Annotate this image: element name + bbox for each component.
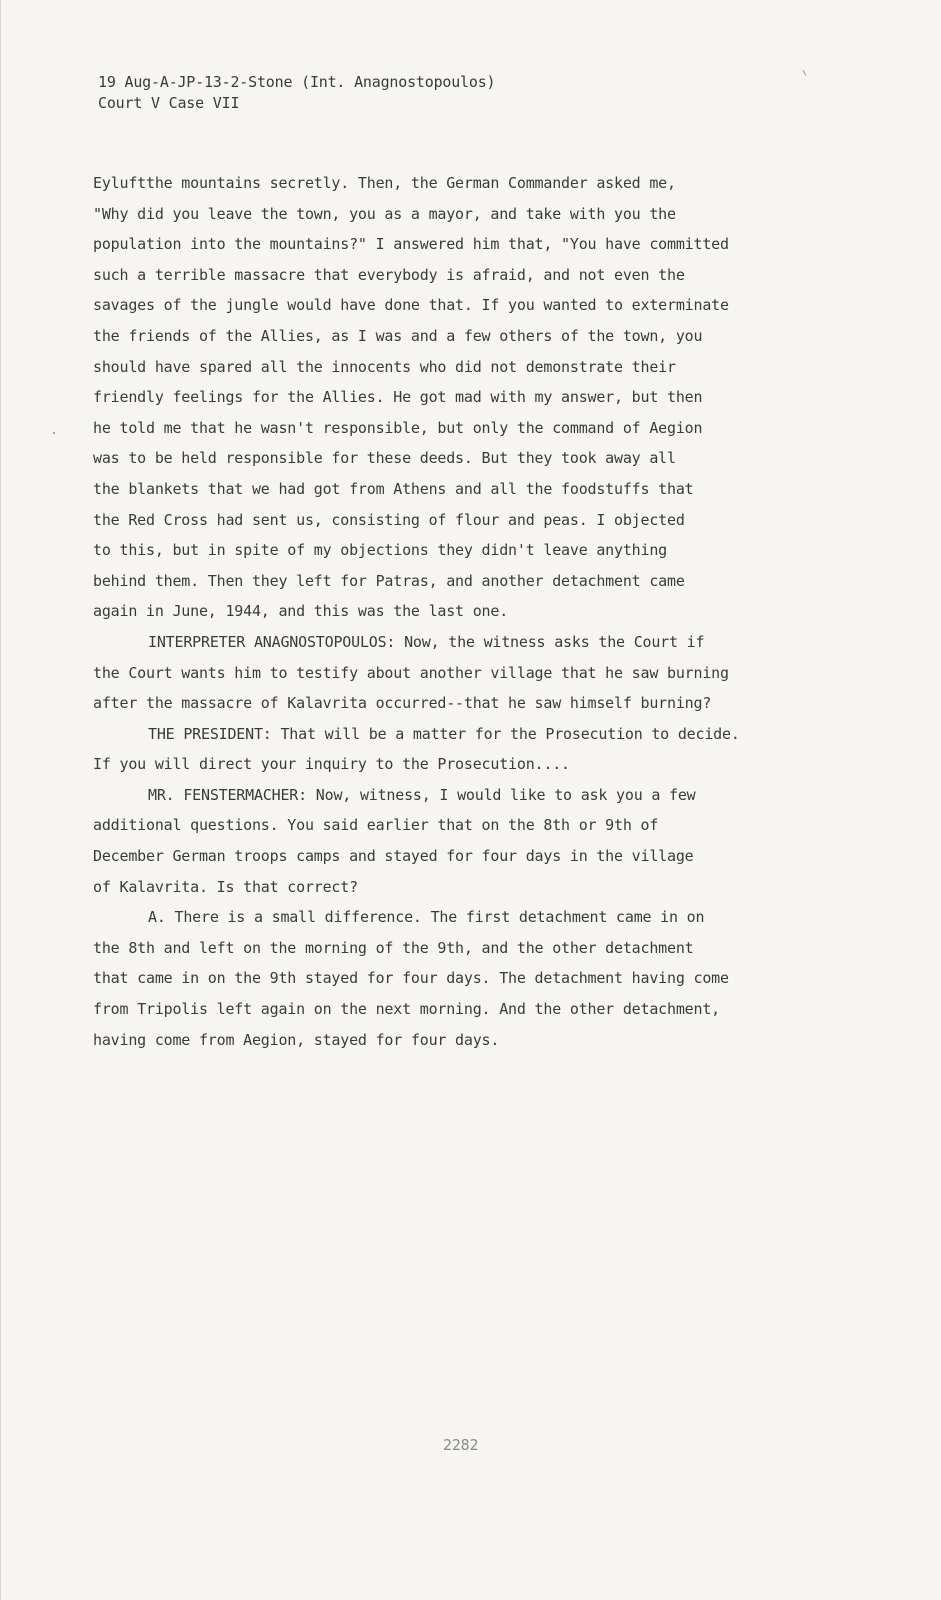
document-header — [98, 72, 495, 114]
transcript-line: friendly feelings for the Allies. He got mad with my answer, but then — [93, 388, 703, 407]
transcript-line: again in June, 1944, and this was the last one. — [93, 602, 509, 621]
page-number: 2282 — [443, 1436, 479, 1454]
transcript-line: was to be held responsible for these deeds. But they took away all — [93, 449, 676, 468]
transcript-line: from Tripolis left again on the next morning. And the other detachment, — [93, 1000, 720, 1019]
transcript-line: additional questions. You said earlier that on the 8th or 9th of — [93, 816, 659, 835]
stray-mark — [803, 70, 807, 76]
transcript-line: the Court wants him to testify about another village that he saw burning — [93, 663, 729, 682]
transcript-line-answer: A. There is a small difference. The first detachment came in on — [148, 908, 705, 927]
transcript-line: "Why did you leave the town, you as a mayor, and take with you the — [93, 204, 676, 223]
transcript-line-speaker: THE PRESIDENT: That will be a matter for the Prosecution to decide. — [148, 724, 740, 743]
transcript-line: savages of the jungle would have done that. If you wanted to exterminate — [93, 296, 729, 315]
transcript-body — [93, 168, 873, 1055]
transcript-line: to this, but in spite of my objections they didn't leave anything — [93, 541, 667, 560]
transcript-line: having come from Aegion, stayed for four days. — [93, 1030, 500, 1049]
paper-speck — [53, 432, 55, 434]
transcript-line: of Kalavrita. Is that correct? — [93, 877, 358, 896]
transcript-line: should have spared all the innocents who did not demonstrate their — [93, 357, 676, 376]
transcript-line: the Red Cross had sent us, consisting of flour and peas. I objected — [93, 510, 685, 529]
transcript-line: the blankets that we had got from Athens and all the foodstuffs that — [93, 479, 694, 498]
transcript-line: If you will direct your inquiry to the Prosecution.... — [93, 755, 570, 774]
transcript-line: after the massacre of Kalavrita occurred--that he saw himself burning? — [93, 694, 712, 713]
transcript-line: behind them. Then they left for Patras, and another detachment came — [93, 571, 685, 590]
transcript-line: that came in on the 9th stayed for four days. The detachment having come — [93, 969, 729, 988]
transcript-line: population into the mountains?" I answered him that, "You have committed — [93, 235, 729, 254]
transcript-line-speaker: MR. FENSTERMACHER: Now, witness, I would like to ask you a few — [148, 785, 696, 804]
transcript-line: December German troops camps and stayed for four days in the village — [93, 847, 694, 866]
transcript-line: Eyluftthe mountains secretly. Then, the German Commander asked me, — [93, 174, 676, 192]
header-reference-line: 19 Aug-A-JP-13-2-Stone (Int. Anagnostopoulos) — [98, 73, 496, 91]
transcript-line: he told me that he wasn't responsible, but only the command of Aegion — [93, 418, 703, 437]
transcript-line: the friends of the Allies, as I was and a few others of the town, you — [93, 326, 703, 345]
transcript-line: the 8th and left on the morning of the 9th, and the other detachment — [93, 938, 694, 957]
header-court-case-line: Court V Case VII — [98, 94, 240, 112]
transcript-line-speaker: INTERPRETER ANAGNOSTOPOULOS: Now, the witness asks the Court if — [148, 632, 705, 651]
transcript-line: such a terrible massacre that everybody is afraid, and not even the — [93, 265, 685, 284]
